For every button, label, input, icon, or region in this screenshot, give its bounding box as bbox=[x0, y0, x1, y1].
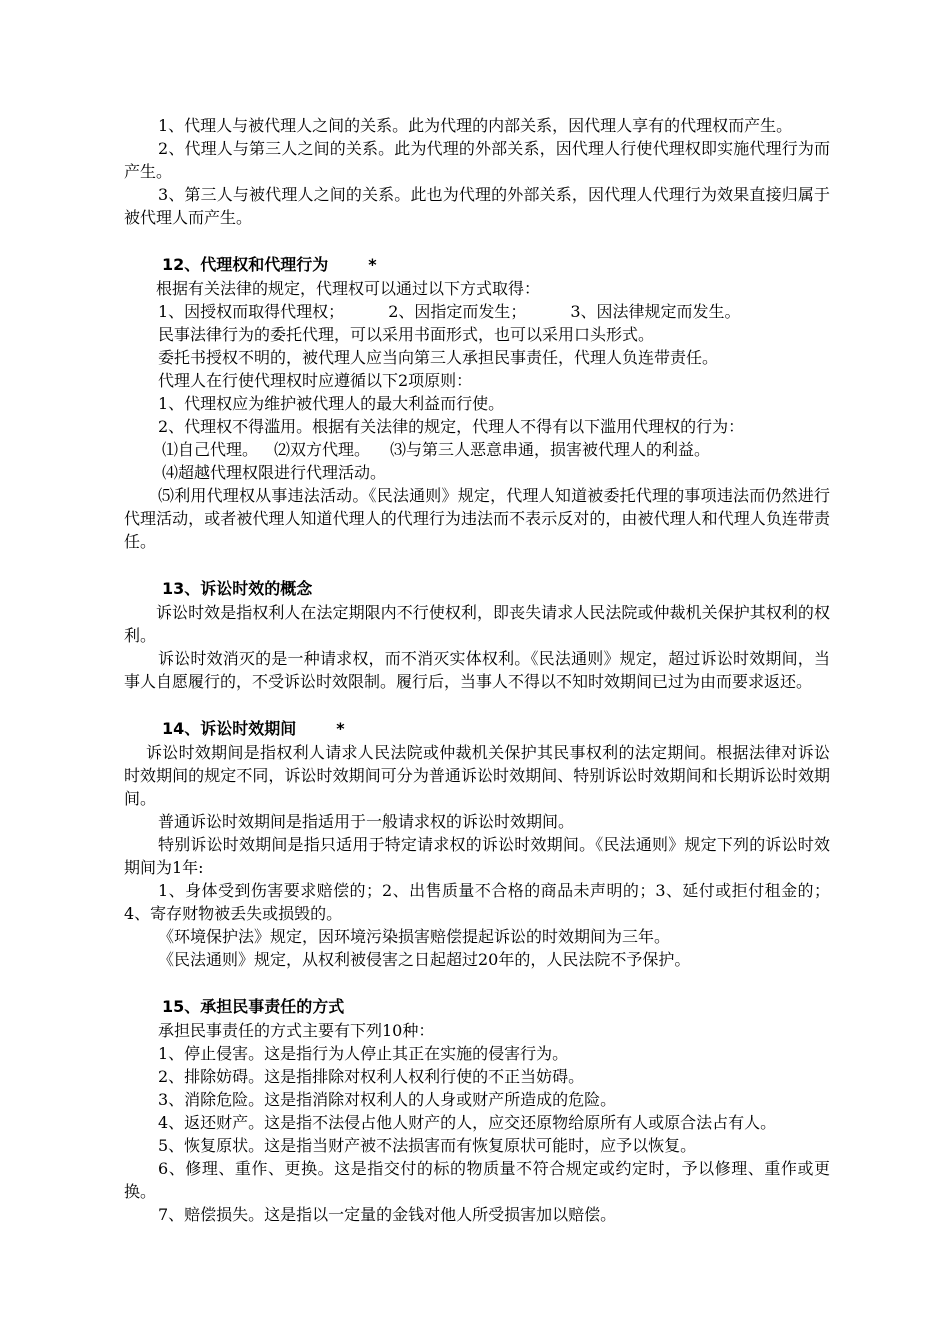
abuse-2: ⑵双方代理。 bbox=[274, 440, 371, 459]
star-mark: * bbox=[336, 719, 345, 738]
heading-section-14 bbox=[124, 717, 830, 741]
paragraph: 民事法律行为的委托代理，可以采用书面形式，也可以采用口头形式。 bbox=[158, 325, 655, 344]
heading-section-12 bbox=[124, 253, 830, 277]
paragraph: 1、身体受到伤害要求赔偿的；2、出售质量不合格的商品未声明的；3、延付或拒付租金的；4、寄存财物被丢失或损毁的。 bbox=[124, 881, 830, 923]
document-page bbox=[124, 114, 830, 1226]
paragraph: 特别诉讼时效期间是指只适用于特定请求权的诉讼时效期间。《民法通则》规定下列的诉讼时效期间为1年: bbox=[124, 835, 830, 877]
star-mark: * bbox=[368, 255, 377, 274]
heading-section-13: 13、诉讼时效的概念 bbox=[162, 579, 313, 598]
list-item: 7、赔偿损失。这是指以一定量的金钱对他人所受损害加以赔偿。 bbox=[158, 1205, 617, 1224]
way-1: 1、因授权而取得代理权； bbox=[158, 302, 345, 321]
abuse-list bbox=[124, 438, 830, 461]
paragraph-intro-3: 3、第三人与被代理人之间的关系。此也为代理的外部关系，因代理人代理行为效果直接归属于被代理人而产生。 bbox=[124, 185, 830, 227]
paragraph: 承担民事责任的方式主要有下列10种： bbox=[158, 1021, 435, 1040]
paragraph: 《民法通则》规定，从权利被侵害之日起超过20年的，人民法院不予保护。 bbox=[158, 950, 691, 969]
paragraph-intro-1: 1、代理人与被代理人之间的关系。此为代理的内部关系，因代理人享有的代理权而产生。 bbox=[158, 116, 793, 135]
abuse-1: ⑴自己代理。 bbox=[162, 440, 259, 459]
list-item: 4、返还财产。这是指不法侵占他人财产的人，应交还原物给原所有人或原合法占有人。 bbox=[158, 1113, 777, 1132]
paragraph: 根据有关法律的规定，代理权可以通过以下方式取得： bbox=[156, 279, 541, 298]
paragraph: 2、代理权不得滥用。根据有关法律的规定，代理人不得有以下滥用代理权的行为： bbox=[158, 417, 745, 436]
paragraph: 委托书授权不明的，被代理人应当向第三人承担民事责任，代理人负连带责任。 bbox=[158, 348, 719, 367]
list-item: 1、停止侵害。这是指行为人停止其正在实施的侵害行为。 bbox=[158, 1044, 569, 1063]
paragraph: 1、代理权应为维护被代理人的最大利益而行使。 bbox=[158, 394, 505, 413]
paragraph: ⑷超越代理权限进行代理活动。 bbox=[162, 463, 387, 482]
acquisition-ways bbox=[124, 300, 830, 323]
paragraph: 诉讼时效是指权利人在法定期限内不行使权利，即丧失请求人民法院或仲裁机关保护其权利的权利。 bbox=[124, 603, 830, 645]
paragraph-intro-2: 2、代理人与第三人之间的关系。此为代理的外部关系，因代理人行使代理权即实施代理行为而产生。 bbox=[124, 139, 830, 181]
way-2: 2、因指定而发生； bbox=[388, 302, 527, 321]
abuse-3: ⑶与第三人恶意串通，损害被代理人的利益。 bbox=[390, 440, 711, 459]
paragraph: 诉讼时效期间是指权利人请求人民法院或仲裁机关保护其民事权利的法定期间。根据法律对诉讼时效期间的规定不同，诉讼时效期间可分为普通诉讼时效期间、特别诉讼时效期间和长期诉讼时效期间。 bbox=[124, 743, 830, 808]
heading-section-15: 15、承担民事责任的方式 bbox=[162, 997, 345, 1016]
list-item: 3、消除危险。这是指消除对权利人的人身或财产所造成的危险。 bbox=[158, 1090, 617, 1109]
paragraph: ⑸利用代理权从事违法活动。《民法通则》规定，代理人知道被委托代理的事项违法而仍然进行代理活动，或者被代理人知道代理人的代理行为违法而不表示反对的，由被代理人和代理人负连带责任。 bbox=[124, 486, 830, 551]
list-item: 5、恢复原状。这是指当财产被不法损害而有恢复原状可能时，应予以恢复。 bbox=[158, 1136, 697, 1155]
paragraph: 代理人在行使代理权时应遵循以下2项原则： bbox=[158, 371, 473, 390]
list-item: 2、排除妨碍。这是指排除对权利人权利行使的不正当妨碍。 bbox=[158, 1067, 585, 1086]
paragraph: 普通诉讼时效期间是指适用于一般请求权的诉讼时效期间。 bbox=[158, 812, 575, 831]
heading-text: 14、诉讼时效期间 bbox=[162, 719, 297, 738]
way-3: 3、因法律规定而发生。 bbox=[570, 302, 741, 321]
list-item: 6、修理、重作、更换。这是指交付的标的物质量不符合规定或约定时，予以修理、重作或更换。 bbox=[124, 1159, 830, 1201]
paragraph: 《环境保护法》规定，因环境污染损害赔偿提起诉讼的时效期间为三年。 bbox=[158, 927, 671, 946]
paragraph: 诉讼时效消灭的是一种请求权，而不消灭实体权利。《民法通则》规定，超过诉讼时效期间，当事人自愿履行的，不受诉讼时效限制。履行后，当事人不得以不知时效期间已过为由而要求返还。 bbox=[124, 649, 830, 691]
heading-text: 12、代理权和代理行为 bbox=[162, 255, 329, 274]
